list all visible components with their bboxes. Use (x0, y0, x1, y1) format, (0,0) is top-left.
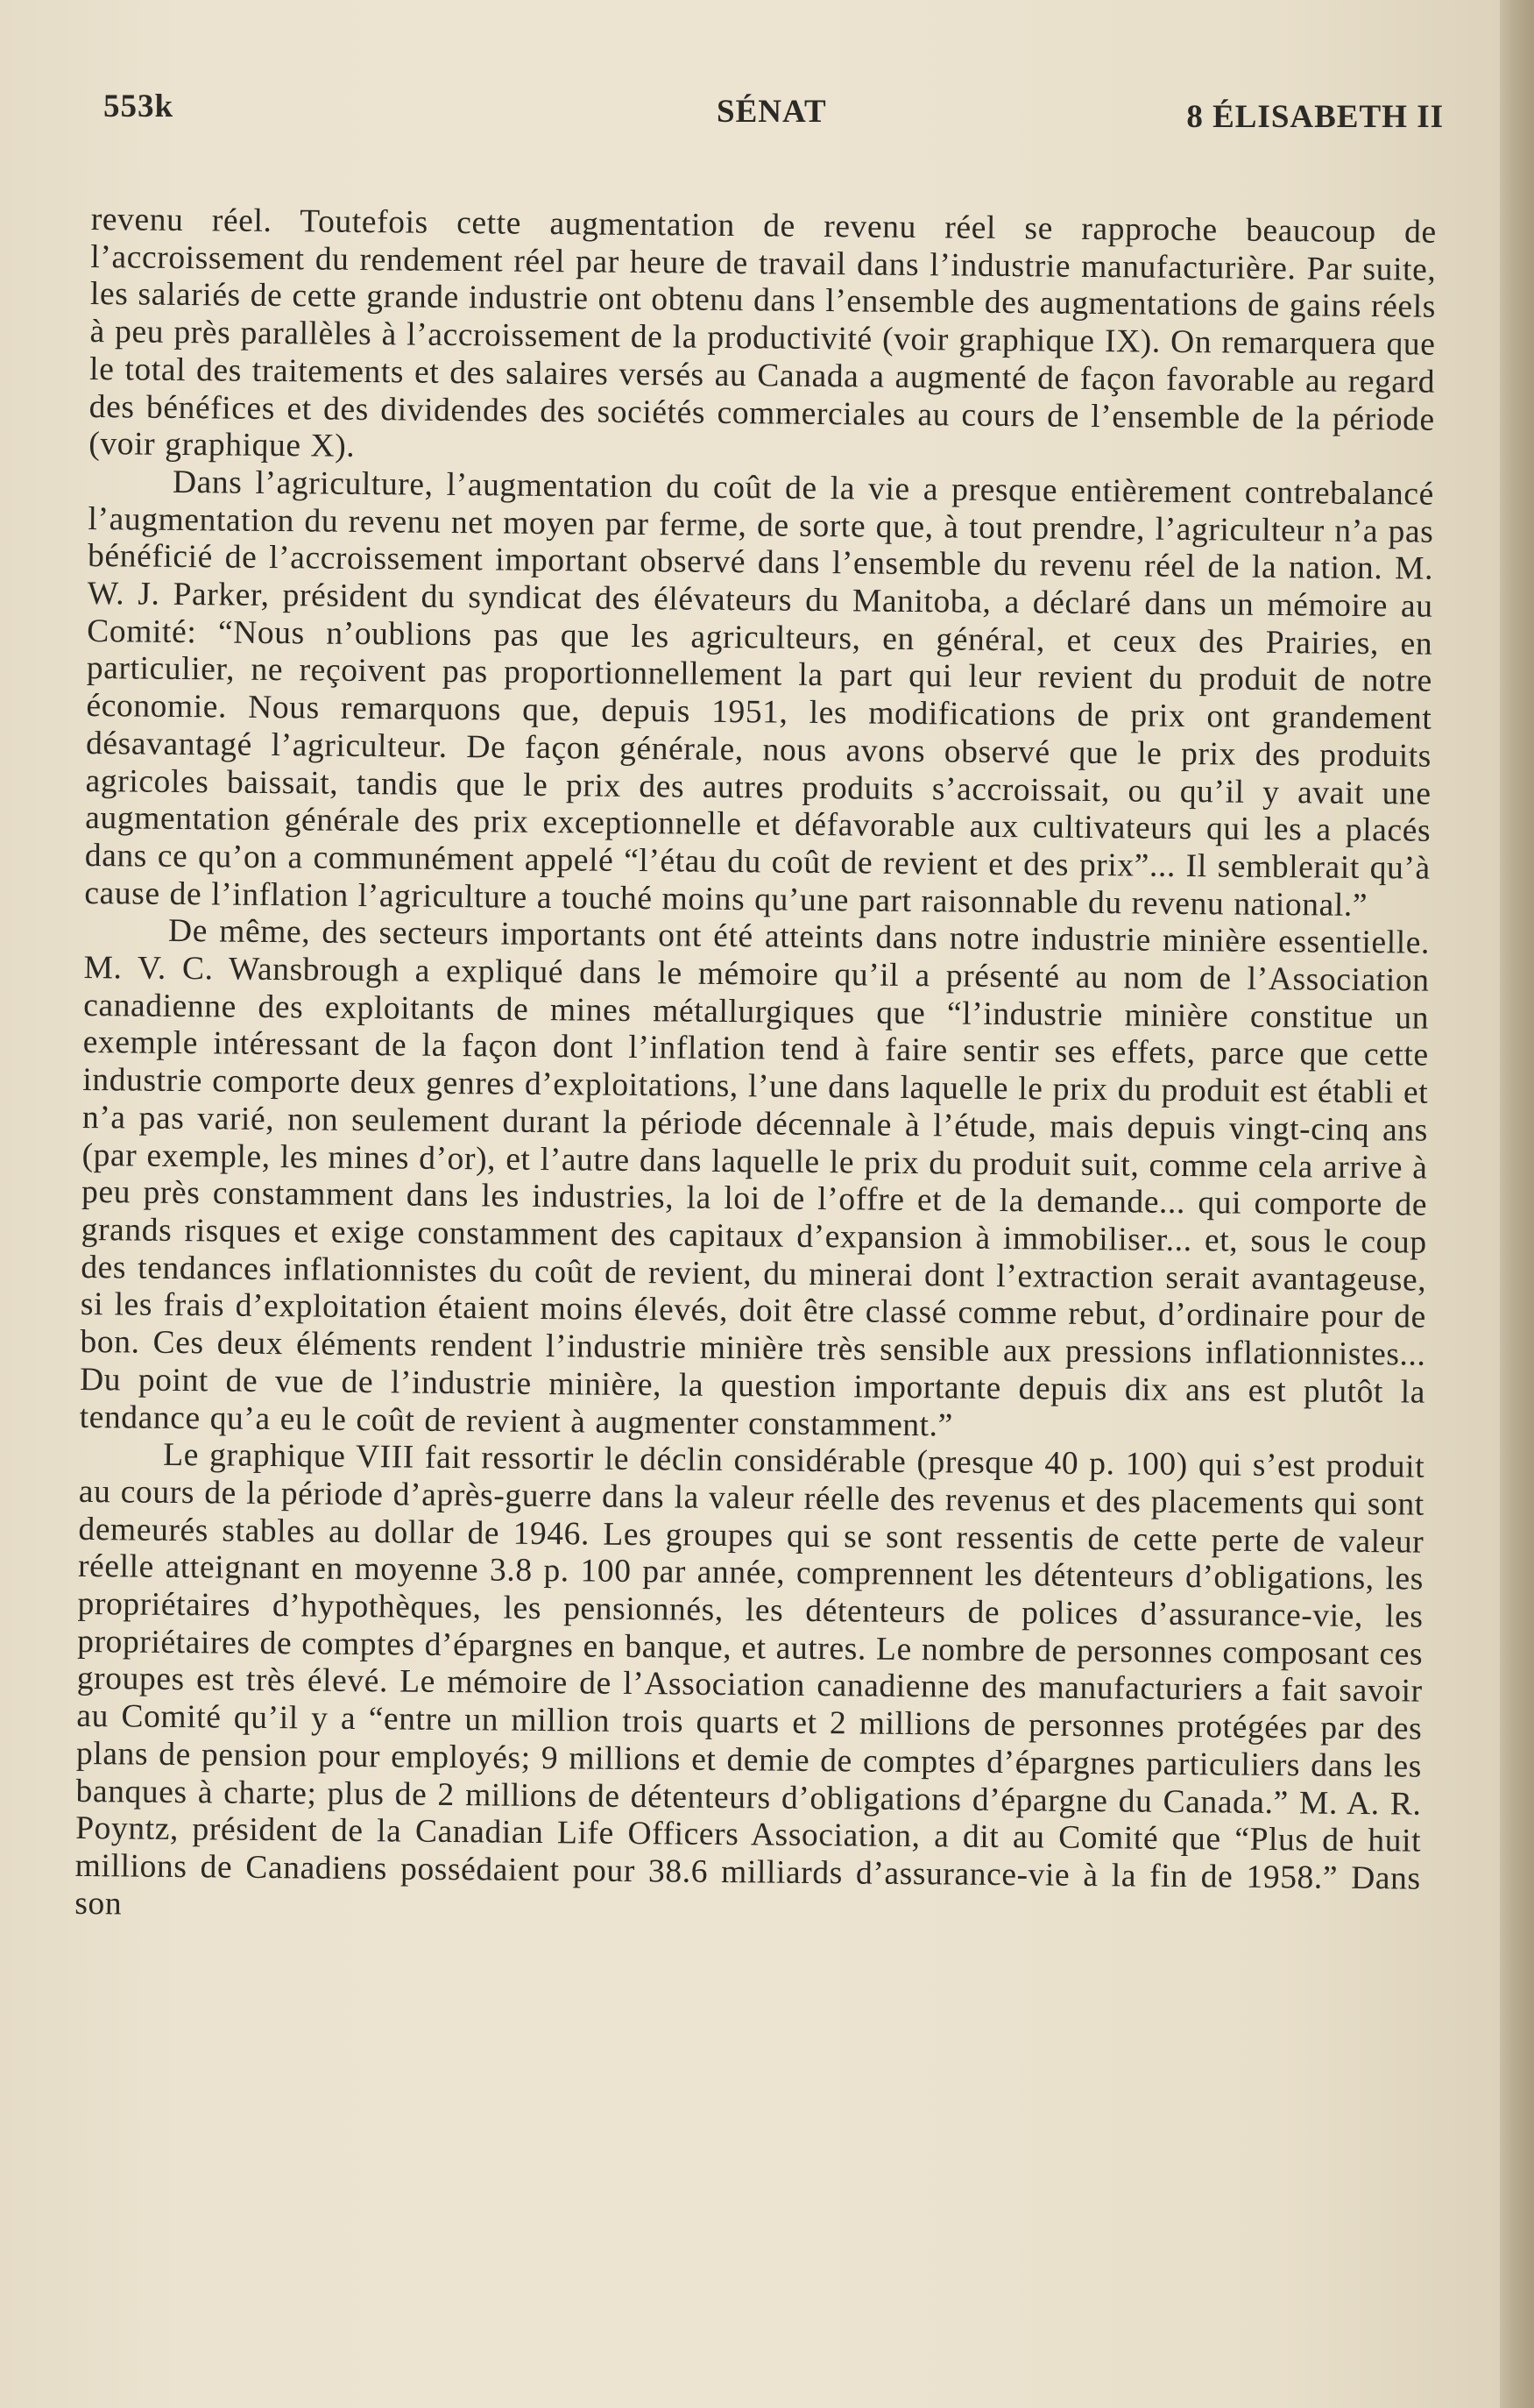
regnal-year: 8 ÉLISABETH II (1186, 99, 1444, 135)
paragraph: Dans l’agriculture, l’augmentation du coût de la vie a presque entièrement contrebalancé l’augmentation du revenu net moyen par ferme, de sorte que, à tout prendre, l’agriculteur n’a pas bénéficié de l’accroissement important observé dans l’ensemble du revenu réel de la nation. M. W. J. Parker, président du syndicat des élévateurs du Manitoba, a déclaré dans un mémoire au Comité: “Nous n’oublions pas que les agriculteurs, en général, et ceux des Prairies, en particulier, ne reçoivent pas proportionnellement la part qui leur revient du produit de notre économie. Nous remarquons que, depuis 1951, les modifications de prix ont grandement désavantagé l’agriculteur. De façon générale, nous avons observé que le prix des produits agricoles baissait, tandis que le prix des autres produits s’accroissait, ou qu’il y avait une augmentation générale des prix exceptionnelle et défavorable aux cultivateurs qui les a placés dans ce qu’on a communément appelé “l’étau du coût de revient et des prix”... Il semblerait qu’à cause de l’inflation l’agriculture a touché moins qu’une part raisonnable du revenu national.” (84, 464, 1435, 924)
paragraph: De même, des secteurs importants ont été atteints dans notre industrie minière essentielle. M. V. C. Wansbrough a expliqué dans le mémoire qu’il a présenté au nom de l’Association canadienne des exploitants de mines métallurgiques que “l’industrie minière constitue un exemple intéressant de la façon dont l’inflation tend à faire sentir ses effets, parce que cette industrie comporte deux genres d’exploitations, l’une dans laquelle le prix du produit est établi et n’a pas varié, non seulement durant la période décennale à l’étude, mais depuis vingt-cinq ans (par exemple, les mines d’or), et l’autre dans laquelle le prix du produit suit, comme cela arrive à peu près constamment dans les industries, la loi de l’offre et de la demande... qui comporte de grands risques et exige constamment des capitaux d’expansion à immobiliser... et, sous le coup des tendances inflationnistes du coût de revient, du minerai dont l’extraction serait avantageuse, si les frais d’exploitation étaient moins élevés, doit être classé comme rebut, d’ordinaire pour de bon. Ces deux éléments rendent l’industrie minière très sensible aux pressions inflationnistes... Du point de vue de l’industrie minière, la question importante depuis dix ans est plutôt la tendance qu’a eu le coût de revient à augmenter constamment.” (79, 913, 1431, 1444)
page-edge (1500, 0, 1534, 2408)
page-header (103, 88, 1444, 140)
section-title: SÉNAT (717, 94, 827, 130)
paragraph: Le graphique VIII fait ressortir le déclin considérable (presque 40 p. 100) qui s’est produit au cours de la période d’après-guerre dans la valeur réelle des revenus et des placements qui sont demeurés stables au dollar de 1946. Les groupes qui se sont ressentis de cette perte de valeur réelle atteignant en moyenne 3.8 p. 100 par année, comprennent les détenteurs d’obligations, les propriétaires d’hypothèques, les pensionnés, les détenteurs de polices d’assurance-vie, les propriétaires de comptes d’épargnes en banque, et autres. Le nombre de personnes composant ces groupes est très élevé. Le mémoire de l’Association canadienne des manufacturiers a fait savoir au Comité qu’il y a “entre un million trois quarts et 2 millions de personnes protégées par des plans de pension pour employés; 9 millions et demie de comptes d’épargnes particuliers dans les banques à charte; plus de 2 millions de détenteurs d’obligations d’épargne du Canada.” M. A. R. Poyntz, président de la Canadian Life Officers Association, a dit au Comité que “Plus de huit millions de Canadiens possédaient pour 38.6 milliards d’assurance-vie à la fin de 1958.” Dans son (74, 1437, 1425, 1923)
body-text (74, 202, 1437, 1936)
page-number: 553k (103, 89, 174, 124)
paragraph: revenu réel. Toutefois cette augmentation de revenu réel se rapproche beaucoup de l’accroissement du rendement réel par heure de travail dans l’industrie manufacturière. Par suite, les salariés de cette grande industrie ont obtenu dans l’ensemble des augmentations de gains réels à peu près parallèles à l’accroissement de la productivité (voir graphique IX). On remarquera que le total des traitements et des salaires versés au Canada a augmenté de façon favorable au regard des bénéfices et des dividendes des sociétés commerciales au cours de l’ensemble de la période (voir graphique X). (88, 202, 1437, 465)
